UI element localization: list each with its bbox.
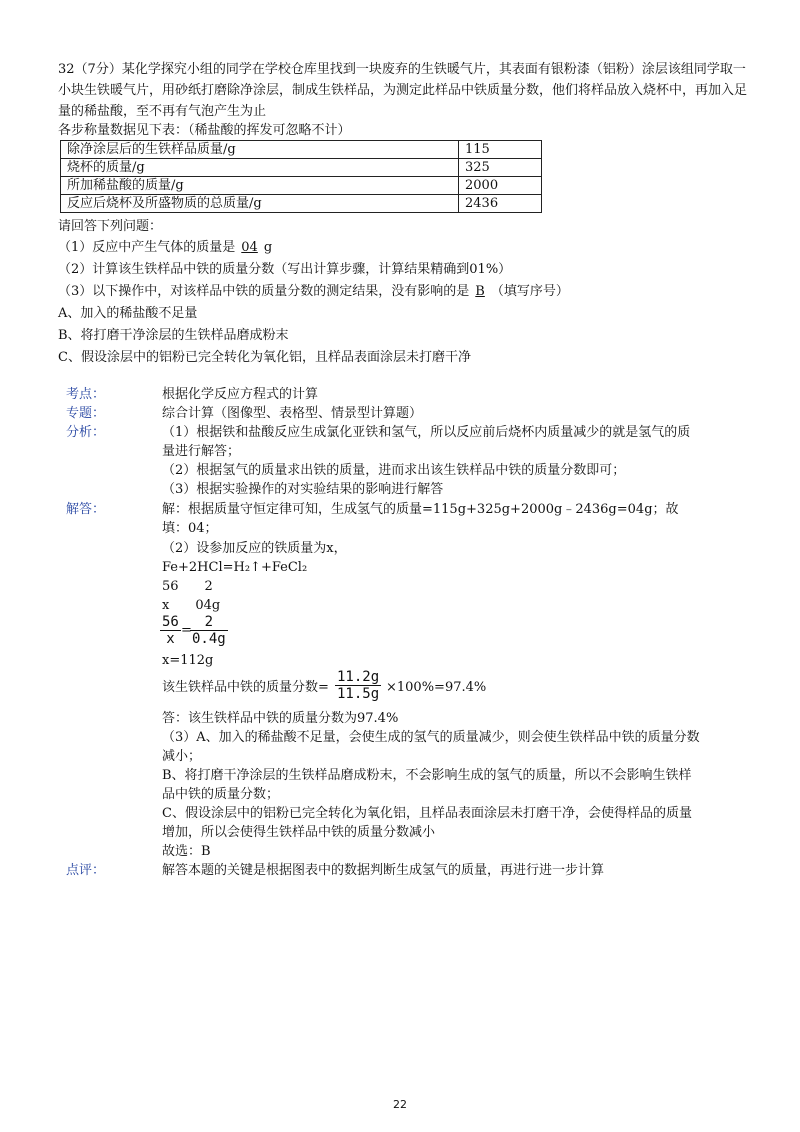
option-a: A、加入的稀盐酸不足量 [58,306,198,321]
mass-fraction-prefix: 该生铁样品中铁的质量分数= [162,680,329,695]
ratio-bottom: x 04g [162,598,221,613]
fraction-denominator: 11.5g [337,686,380,702]
fraction-denominator: 0.4g [192,631,226,647]
fraction-equals: = [181,623,192,638]
fenxi-2: （2）根据氢气的质量求出铁的质量，进而求出该生铁样品中铁的质量分数即可； [162,463,626,478]
table-cell-label: 除净涂层后的生铁样品质量/g [61,141,459,159]
table-row [61,195,542,213]
jieda-3c: C、假设涂层中的铝粉已完全转化为氧化铝，且样品表面涂层未打磨干净，会使得样品的质量增加，所以会使得生铁样品中铁的质量分数减小 [162,806,692,840]
fraction-denominator: x [166,631,175,647]
fenxi-1: （1）根据铁和盐酸反应生成氯化亚铁和氢气，所以反应前后烧杯内质量减少的就是氢气的质量进行解答； [162,425,691,459]
table-intro: 各步称量数据见下表：（稀盐酸的挥发可忽略不计） [58,123,351,138]
q1-unit: g [263,240,273,255]
table-cell-label: 烧杯的质量/g [61,159,459,177]
fraction-56-over-x [160,614,181,647]
mass-fraction-line [162,678,329,697]
jieda-1: 解：根据质量守恒定律可知，生成氢气的质量=115g+325g+2000g﹣2436g=04g；故填：04； [162,502,679,536]
zhuanti-text: 综合计算（图像型、表格型、情景型计算题） [162,406,423,421]
jieda-label: 解答： [66,502,106,517]
table-cell-label: 反应后烧杯及所盛物质的总质量/g [61,195,459,213]
choice: 故选：B [162,844,211,859]
fraction-numerator: 2 [204,614,214,630]
table-row [61,159,542,177]
jieda-2: （2）设参加反应的铁质量为x， [162,541,347,556]
option-b: B、将打磨干净涂层的生铁样品磨成粉末 [58,328,289,343]
answer-line: 答：该生铁样品中铁的质量分数为97.4% [162,711,399,726]
question-3 [58,282,569,301]
dianping-text: 解答本题的关键是根据图表中的数据判断生成氢气的质量，再进行进一步计算 [162,863,605,878]
ratio-top: 56 2 [162,579,213,594]
q3-text: （3）以下操作中，对该样品中铁的质量分数的测定结果，没有影响的是 [58,284,470,299]
table-cell-value: 115 [459,141,542,159]
table-cell-value: 2436 [459,195,542,213]
table-cell-label: 所加稀盐酸的质量/g [61,177,459,195]
x-result: x=112g [162,653,214,668]
prompt: 请回答下列问题： [58,219,163,234]
fraction-2-over-04g [190,614,228,647]
question-intro: 32（7分）某化学探究小组的同学在学校仓库里找到一块废弃的生铁暖气片，其表面有银粉漆（铝粉）涂层该组同学取一小块生铁暖气片，用砂纸打磨除净涂层，制成生铁样品，为测定此样品中铁质量分数，他们将样品放入烧杯中，再加入足量的稀盐酸，至不再有气泡产生为止 [58,62,748,119]
kaodian-text: 根据化学反应方程式的计算 [162,387,319,402]
chemical-equation: Fe+2HCl=H₂↑+FeCl₂ [162,560,308,575]
question-2: （2）计算该生铁样品中铁的质量分数（写出计算步骤，计算结果精确到01%） [58,262,512,277]
table-cell-value: 2000 [459,177,542,195]
zhuanti-label: 专题： [66,406,106,421]
dianping-label: 点评： [66,863,106,878]
q3-answer-blank: B [475,284,485,299]
table-row [61,177,542,195]
table-cell-value: 325 [459,159,542,177]
question-1 [58,238,272,257]
kaodian-label: 考点： [66,387,106,402]
fenxi-3: （3）根据实验操作的对实验结果的影响进行解答 [162,482,444,497]
fraction-numerator: 56 [162,614,179,630]
q3-note: （填写序号） [490,284,569,299]
q1-answer-blank: 04 [241,240,258,255]
option-c: C、假设涂层中的铝粉已完全转化为氧化铝，且样品表面涂层未打磨干净 [58,350,471,365]
jieda-3a: （3）A、加入的稀盐酸不足量，会使生成的氢气的质量减少，则会使生铁样品中铁的质量分数减小； [162,730,700,764]
page-number: 22 [393,1098,407,1111]
fraction-112-over-115 [335,669,381,702]
fenxi-label: 分析： [66,425,106,440]
mass-fraction-result: ×100%=97.4% [386,680,487,695]
data-table [60,140,542,213]
q1-text: （1）反应中产生气体的质量是 [58,240,236,255]
jieda-3b: B、将打磨干净涂层的生铁样品磨成粉末，不会影响生成的氢气的质量，所以不会影响生铁样品中铁的质量分数； [162,768,692,802]
fraction-numerator: 11.2g [337,669,380,685]
table-row [61,141,542,159]
